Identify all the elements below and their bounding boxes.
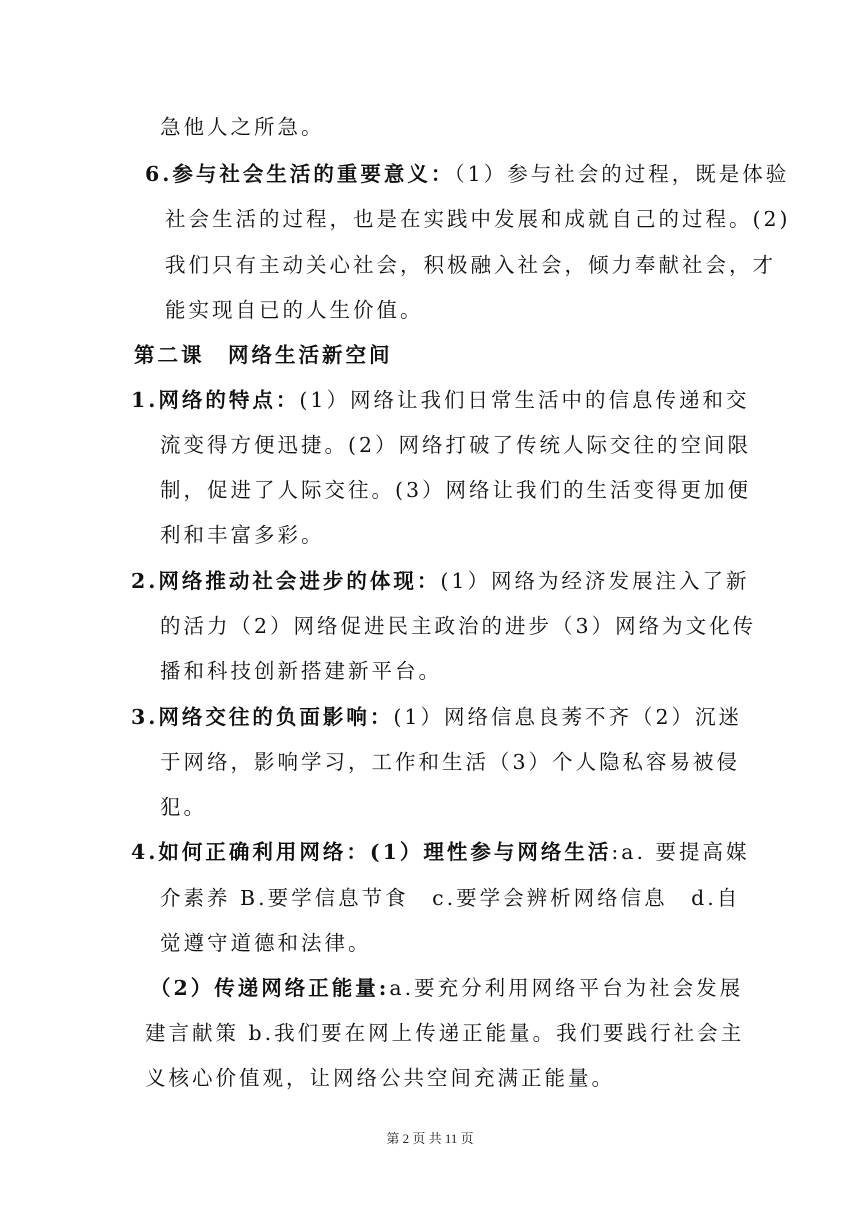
item-2-heading: 2.网络推动社会进步的体现： bbox=[131, 569, 441, 593]
item-1-line: 制，促进了人际交往。(3）网络让我们的生活变得更加便 bbox=[160, 478, 752, 502]
item-1-text: (1）网络让我们日常生活中的信息传递和交 bbox=[299, 388, 750, 412]
item-2-line: 播和科技创新搭建新平台。 bbox=[160, 659, 442, 683]
item-4-line: 介素养 B.要学信息节食 c.要学会辨析网络信息 d.自 bbox=[160, 886, 741, 910]
item-6-line: 社会生活的过程，也是在实践中发展和成就自己的过程。(2) bbox=[165, 207, 791, 231]
item-4-sub-line: 建言献策 b.我们要在网上传递正能量。我们要践行社会主 bbox=[145, 1021, 745, 1045]
item-2-line: 的活力（2）网络促进民主政治的进步（3）网络为文化传 bbox=[160, 614, 757, 638]
item-6-text: （1）参与社会的过程，既是体验 bbox=[454, 162, 790, 186]
item-6-line: 我们只有主动关心社会，积极融入社会，倾力奉献社会，才 bbox=[165, 253, 776, 277]
item-4-text: :a. 要提高媒 bbox=[611, 840, 750, 864]
item-4-heading: 4.如何正确利用网络：(1）理性参与网络生活 bbox=[131, 840, 612, 864]
item-1-heading: 1.网络的特点： bbox=[131, 388, 300, 412]
item-2-text: (1）网络为经济发展注入了新 bbox=[440, 569, 750, 593]
item-3-line: 犯。 bbox=[160, 795, 207, 819]
item-6-heading: 6.参与社会生活的重要意义： bbox=[145, 162, 455, 186]
carryover-line: 急他人之所急。 bbox=[160, 115, 325, 139]
item-4-sub-line: 义核心价值观，让网络公共空间充满正能量。 bbox=[145, 1066, 615, 1090]
item-1-line: 流变得方便迅捷。(2）网络打破了传统人际交往的空间限 bbox=[160, 433, 752, 457]
item-4-sub-text: a.要充分利用网络平台为社会发展 bbox=[389, 976, 744, 1000]
item-3-line: 于网络，影响学习，工作和生活（3）个人隐私容易被侵 bbox=[160, 750, 741, 774]
item-6-line: 能实现自已的人生价值。 bbox=[165, 298, 424, 322]
item-4-line: 觉遵守道德和法律。 bbox=[160, 931, 372, 955]
item-3-heading: 3.网络交往的负面影响： bbox=[131, 705, 394, 729]
lesson-title: 第二课 网络生活新空间 bbox=[134, 343, 393, 367]
page-footer: 第 2 页 共 11 页 bbox=[386, 1131, 474, 1146]
item-4-subheading: （2）传递网络正能量: bbox=[150, 976, 390, 1000]
item-3-text: (1）网络信息良莠不齐（2）沉迷 bbox=[393, 705, 742, 729]
item-1-line: 利和丰富多彩。 bbox=[160, 523, 325, 547]
